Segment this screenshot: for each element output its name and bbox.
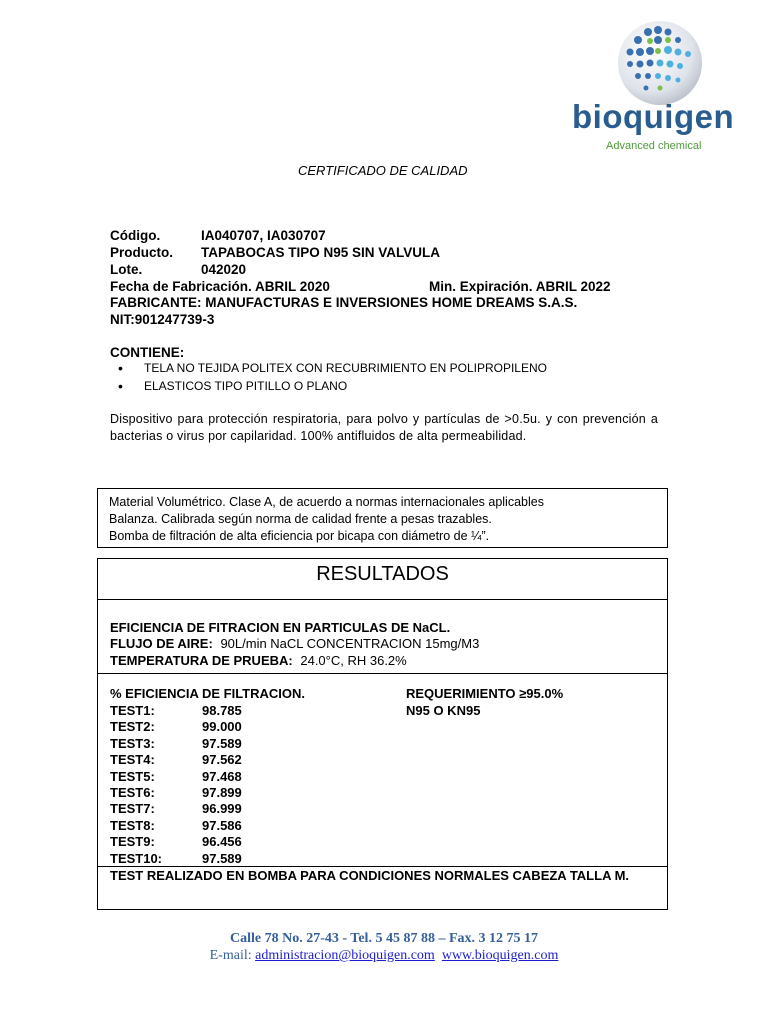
email-label: E-mail:	[209, 948, 252, 963]
equipment-line: Balanza. Calibrada según norma de calidad frente a pesas trazables.	[109, 512, 492, 526]
lote-label: Lote.	[110, 262, 143, 277]
logo-wordmark: bioquigen	[572, 98, 735, 135]
lote-value: 042020	[201, 262, 247, 277]
product-description: Dispositivo para protección respiratoria, para polvo y partículas de >0.5u. y con prevención a bacterias o virus por capilaridad. 100% antifluidos de alta permeabilidad.	[110, 412, 658, 443]
test-name: TEST5:	[110, 768, 155, 784]
eficiencia-title: EFICIENCIA DE FITRACION EN PARTICULAS DE NaCL.	[110, 620, 451, 635]
logo-tagline: Advanced chemical	[606, 140, 702, 152]
flujo-value: 90L/min NaCL CONCENTRACION 15mg/M3	[220, 636, 480, 651]
divider	[98, 599, 667, 600]
test-name: TEST9:	[110, 834, 155, 850]
fabricante: FABRICANTE: MANUFACTURAS E INVERSIONES HOME DREAMS S.A.S.	[110, 295, 578, 310]
globe-icon	[610, 18, 710, 108]
test-value: 96.456	[202, 834, 242, 850]
footer-contact	[0, 948, 768, 964]
company-logo	[566, 18, 756, 158]
divider	[98, 673, 667, 674]
contiene-heading: CONTIENE:	[110, 345, 185, 360]
test-value: 97.899	[202, 785, 242, 800]
test-name: TEST8:	[110, 817, 155, 833]
test-name: TEST2:	[110, 719, 155, 735]
test-value: 97.468	[202, 768, 242, 784]
results-heading: RESULTADOS	[316, 563, 449, 585]
expiracion-date: Min. Expiración. ABRIL 2022	[429, 279, 611, 294]
test-name: TEST3:	[110, 735, 155, 751]
temp-row	[110, 653, 407, 668]
fabricacion-date: Fecha de Fabricación. ABRIL 2020	[110, 279, 330, 294]
temp-label: TEMPERATURA DE PRUEBA:	[110, 653, 293, 668]
test-name: TEST6:	[110, 785, 155, 800]
codigo-label: Código.	[110, 228, 161, 243]
test-value: 97.589	[202, 735, 242, 751]
equipment-box	[97, 488, 668, 548]
producto-label: Producto.	[110, 245, 173, 260]
flujo-row	[110, 636, 479, 651]
test-name: TEST7:	[110, 801, 155, 817]
flujo-label: FLUJO DE AIRE:	[110, 636, 213, 651]
temp-value: 24.0°C, RH 36.2%	[300, 653, 407, 668]
nit: NIT:901247739-3	[110, 312, 215, 327]
test-name: TEST1:	[110, 703, 155, 718]
equipment-line: Material Volumétrico. Clase A, de acuerdo a normas internacionales aplicables	[109, 495, 544, 509]
test-note: TEST REALIZADO EN BOMBA PARA CONDICIONES NORMALES CABEZA TALLA M.	[110, 868, 630, 883]
contiene-item: • ELASTICOS TIPO PITILLO O PLANO	[118, 379, 347, 393]
filtration-header: % EFICIENCIA DE FILTRACION.	[110, 686, 305, 701]
standard: N95 O KN95	[406, 703, 481, 718]
test-value: 97.586	[202, 817, 242, 833]
equipment-line: Bomba de filtración de alta eficiencia por bicapa con diámetro de ¼”.	[109, 529, 490, 543]
footer-address: Calle 78 No. 27-43 - Tel. 5 45 87 88 – Fax. 3 12 75 17	[230, 931, 538, 946]
codigo-value: IA040707, IA030707	[201, 228, 326, 243]
email-link[interactable]: administracion@bioquigen.com	[255, 948, 435, 963]
contiene-item: • TELA NO TEJIDA POLITEX CON RECUBRIMIENTO EN POLIPROPILENO	[118, 361, 547, 375]
test-value: 98.785	[202, 703, 242, 718]
website-link[interactable]: www.bioquigen.com	[441, 948, 559, 963]
producto-value: TAPABOCAS TIPO N95 SIN VALVULA	[201, 245, 441, 260]
test-name: TEST4:	[110, 752, 155, 768]
test-value: 97.589	[202, 850, 242, 866]
results-box	[97, 558, 668, 910]
page-title: CERTIFICADO DE CALIDAD	[298, 163, 468, 178]
test-value: 99.000	[202, 719, 242, 735]
divider	[98, 866, 667, 867]
requirement: REQUERIMIENTO ≥95.0%	[406, 686, 564, 701]
test-name: TEST10:	[110, 850, 163, 866]
test-value: 96.999	[202, 801, 242, 817]
test-value: 97.562	[202, 752, 242, 768]
